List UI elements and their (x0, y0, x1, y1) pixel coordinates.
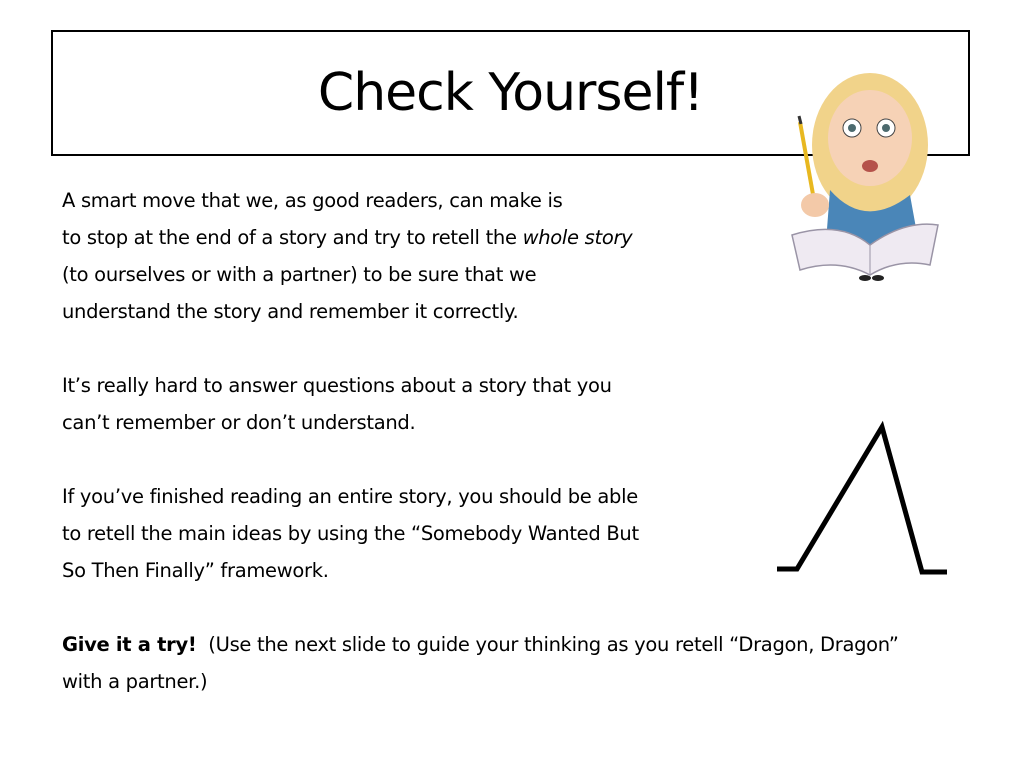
body-line (62, 626, 962, 663)
body-line-text: (Use the next slide to guide your thinking as you retell “Dragon, Dragon” (196, 633, 899, 656)
bold-callout: Give it a try! (62, 633, 197, 656)
body-line: A smart move that we, as good readers, can make is (62, 189, 563, 212)
plot-diagram-icon (770, 415, 960, 585)
slide-title: Check Yourself! (317, 63, 704, 123)
body-line: can’t remember or don’t understand. (62, 411, 416, 434)
body-line: with a partner.) (62, 670, 208, 693)
body-line: to retell the main ideas by using the “Somebody Wanted But (62, 522, 639, 545)
emphasis-text: whole story (522, 226, 633, 249)
body-line (62, 219, 962, 256)
body-line: (to ourselves or with a partner) to be sure that we (62, 263, 537, 286)
body-line: understand the story and remember it correctly. (62, 300, 519, 323)
body-line: It’s really hard to answer questions about a story that you (62, 374, 612, 397)
body-line: So Then Finally” framework. (62, 559, 329, 582)
body-line: If you’ve finished reading an entire story, you should be able (62, 485, 638, 508)
body-line-text: to stop at the end of a story and try to retell the (62, 226, 523, 249)
